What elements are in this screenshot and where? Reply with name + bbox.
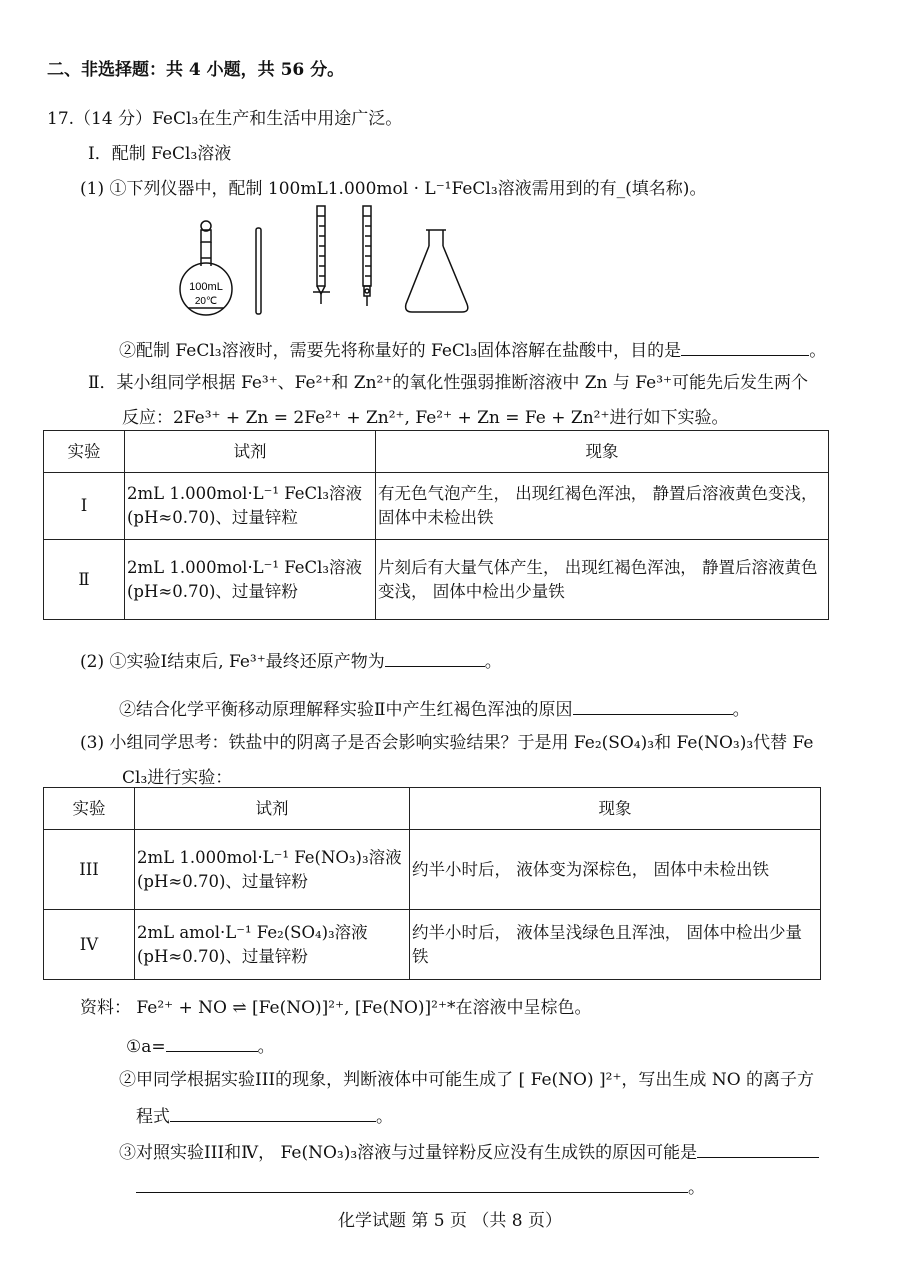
question-1-2 <box>119 337 826 363</box>
header-phenomenon: 现象 <box>410 788 821 830</box>
question-3-2-text: 程式 <box>136 1107 170 1127</box>
part2-line1: Ⅱ．某小组同学根据 Fe³⁺、Fe²⁺和 Zn²⁺的氧化性强弱推断溶液中 Zn 与 Fe³⁺可能先后发生两个 <box>88 373 809 393</box>
experiment-id: III <box>44 830 135 910</box>
flask-label-temp: 20℃ <box>194 296 218 307</box>
experiment-id: Ⅱ <box>44 540 125 620</box>
reagent-cell: 2mL 1.000mol·L⁻¹ FeCl₃溶液(pH≈0.70)、过量锌粒 <box>125 473 376 540</box>
table-row <box>44 473 829 540</box>
header-phenomenon: 现象 <box>376 431 829 473</box>
answer-blank-3-1[interactable] <box>166 1033 258 1052</box>
header-experiment: 实验 <box>44 431 125 473</box>
table-row <box>44 540 829 620</box>
question-3-1-text: ①a= <box>126 1037 166 1057</box>
glass-rod-icon <box>256 228 261 314</box>
question-2-2 <box>119 696 750 722</box>
experiment-table-1 <box>43 430 829 620</box>
phenomenon-cell: 有无色气泡产生， 出现红褐色浑浊， 静置后溶液黄色变浅， 固体中未检出铁 <box>376 473 829 540</box>
reagent-cell: 2mL 1.000mol·L⁻¹ Fe(NO₃)₃溶液 (pH≈0.70)、过量锌粉 <box>135 830 410 910</box>
answer-blank-3-3b[interactable] <box>136 1174 688 1193</box>
question-2-1-end: 。 <box>484 652 502 672</box>
phenomenon-cell: 约半小时后， 液体变为深棕色， 固体中未检出铁 <box>410 830 821 910</box>
conical-flask-icon <box>406 230 468 312</box>
question-3-1 <box>126 1033 275 1059</box>
answer-blank-2-1[interactable] <box>385 648 485 667</box>
table-row <box>44 910 821 980</box>
question-3-2-line1: ②甲同学根据实验III的现象，判断液体中可能生成了 [ Fe(NO) ]²⁺，写出生成 NO 的离子方 <box>119 1070 815 1090</box>
question-3-3-text: ③对照实验III和Ⅳ， Fe(NO₃)₃溶液与过量锌粉反应没有生成铁的原因可能是 <box>119 1143 698 1163</box>
acid-burette-icon <box>313 206 330 304</box>
question-2-1-text: (2) ①实验Ⅰ结束后, Fe³⁺最终还原产物为 <box>80 652 385 672</box>
flask-label-volume: 100mL <box>189 281 223 293</box>
answer-blank-3-2[interactable] <box>170 1103 376 1122</box>
question-2-2-end: 。 <box>732 700 750 720</box>
part1-heading: Ⅰ．配制 FeCl₃溶液 <box>88 144 232 164</box>
experiment-id: IV <box>44 910 135 980</box>
apparatus-figure <box>170 200 490 322</box>
table-header-row <box>44 431 829 473</box>
header-reagent: 试剂 <box>135 788 410 830</box>
question-3-3-line2 <box>136 1174 705 1200</box>
reagent-cell: 2mL amol·L⁻¹ Fe₂(SO₄)₃溶液(pH≈0.70)、过量锌粉 <box>135 910 410 980</box>
question-3-3-end: 。 <box>688 1178 705 1198</box>
header-reagent: 试剂 <box>125 431 376 473</box>
question-3-line1: (3) 小组同学思考：铁盐中的阴离子是否会影响实验结果？于是用 Fe₂(SO₄)₃和 Fe(NO₃)₃代替 Fe <box>80 733 814 753</box>
question-1-1: (1) ①下列仪器中，配制 100mL1.000mol · L⁻¹FeCl₃溶液需用到的有_(填名称)。 <box>80 179 707 199</box>
question-17-title: 17.（14 分）FeCl₃在生产和生活中用途广泛。 <box>47 109 403 129</box>
phenomenon-cell: 约半小时后， 液体呈浅绿色且浑浊， 固体中检出少量铁 <box>410 910 821 980</box>
phenomenon-cell: 片刻后有大量气体产生， 出现红褐色浑浊， 静置后溶液黄色变浅， 固体中检出少量铁 <box>376 540 829 620</box>
question-3-2-line2 <box>136 1103 393 1129</box>
table-header-row <box>44 788 821 830</box>
answer-blank-2-2[interactable] <box>573 696 733 715</box>
material-note: 资料： Fe²⁺ + NO ⇌ [Fe(NO)]²⁺, [Fe(NO)]²⁺*在溶液中呈棕色。 <box>80 998 592 1018</box>
table-row <box>44 830 821 910</box>
header-experiment: 实验 <box>44 788 135 830</box>
question-1-2-end: 。 <box>809 341 827 361</box>
section-heading: 二、非选择题：共 4 小题，共 56 分。 <box>47 60 345 80</box>
question-3-line2: Cl₃进行实验： <box>122 768 233 788</box>
answer-blank-3-3a[interactable] <box>697 1139 819 1158</box>
base-burette-icon <box>363 206 371 306</box>
question-2-2-text: ②结合化学平衡移动原理解释实验Ⅱ中产生红褐色浑浊的原因 <box>119 700 573 720</box>
experiment-id: Ⅰ <box>44 473 125 540</box>
question-3-2-end: 。 <box>376 1107 393 1127</box>
question-2-1 <box>80 648 502 674</box>
answer-blank-1-2[interactable] <box>681 337 809 356</box>
reagent-cell: 2mL 1.000mol·L⁻¹ FeCl₃溶液(pH≈0.70)、过量锌粉 <box>125 540 376 620</box>
page-footer: 化学试题 第 5 页 （共 8 页） <box>337 1211 563 1231</box>
question-1-2-text: ②配制 FeCl₃溶液时，需要先将称量好的 FeCl₃固体溶解在盐酸中，目的是 <box>119 341 682 361</box>
question-3-1-end: 。 <box>257 1037 275 1057</box>
experiment-table-2 <box>43 787 821 980</box>
question-3-3 <box>119 1139 819 1165</box>
part2-line2: 反应：2Fe³⁺ + Zn = 2Fe²⁺ + Zn²⁺, Fe²⁺ + Zn = Fe + Zn²⁺进行如下实验。 <box>122 408 729 428</box>
